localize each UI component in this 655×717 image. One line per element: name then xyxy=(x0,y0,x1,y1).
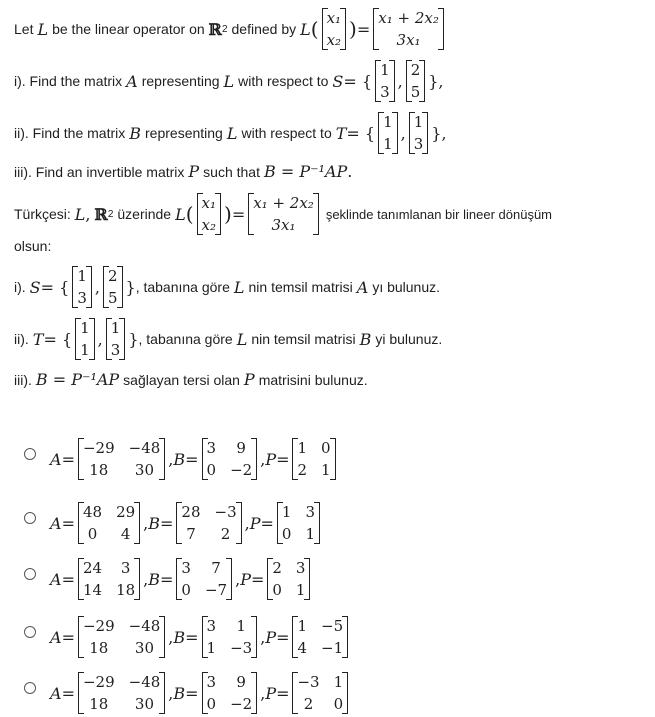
question-part2-en: ii). Find the matrix B representing L with respect to T = { 1 1 , 1 3 }, xyxy=(14,113,447,153)
option-radio-5[interactable] xyxy=(24,682,36,694)
basis-vector: 1 3 xyxy=(409,112,429,154)
option-1[interactable]: A = −29 −48 18 30 , B = 3 9 0 −2 , P = 1 0 2 1 xyxy=(50,438,339,480)
matrix-B xyxy=(202,438,258,480)
matrix-entry: −29 xyxy=(82,673,115,691)
matrix-P xyxy=(292,616,348,658)
matrix-entry: 7 xyxy=(186,525,196,543)
option-radio-2[interactable] xyxy=(24,512,36,524)
matrix-P xyxy=(292,672,348,714)
matrix-P xyxy=(267,558,310,600)
matrix-entry: 1 xyxy=(333,673,344,691)
matrix-A xyxy=(78,558,140,600)
matrix-entry: 3 xyxy=(181,559,191,577)
symbol-R: ℝ xyxy=(208,19,222,39)
question-intro-tr: Türkçesi: L , ℝ 2 üzerinde L ( x₁ x₂ ) = x₁ + 2x₂ 3x₁ şeklinde tanımlanan bir lineer dönüşüm xyxy=(14,194,552,234)
matrix-entry: −1 xyxy=(321,639,344,657)
basis-vector: 1 1 xyxy=(378,112,398,154)
matrix-entry: −3 xyxy=(230,639,253,657)
matrix-entry: 18 xyxy=(116,581,136,599)
matrix-entry: 2 xyxy=(303,695,314,713)
matrix-entry: 0 xyxy=(333,695,344,713)
matrix-entry: −48 xyxy=(128,673,161,691)
matrix-entry: 2 xyxy=(272,559,282,577)
matrix-entry: 18 xyxy=(89,695,109,713)
superscript-2: 2 xyxy=(221,23,228,35)
matrix-entry: 3 xyxy=(206,673,217,691)
basis-vector: 1 3 xyxy=(375,60,395,102)
matrix-entry: 9 xyxy=(236,439,246,457)
matrix-entry: 0 xyxy=(181,581,191,599)
matrix-entry: −29 xyxy=(82,439,115,457)
matrix-entry: 0 xyxy=(87,525,98,543)
basis-vector: 1 3 xyxy=(106,318,126,360)
matrix-entry: 1 xyxy=(236,617,246,635)
matrix-B xyxy=(176,502,241,544)
matrix-A xyxy=(78,438,165,480)
vector-image: x₁ + 2x₂ 3x₁ xyxy=(248,193,319,235)
option-4[interactable]: A = −29 −48 18 30 , B = 3 1 1 −3 , P = 1 −5 4 −1 xyxy=(50,616,351,658)
matrix-A xyxy=(78,672,165,714)
intro-text-2: be the linear operator on xyxy=(52,21,205,37)
matrix-entry: −48 xyxy=(128,617,161,635)
question-part1-en: i). Find the matrix A representing L with respect to S = { 1 3 , 2 5 }, xyxy=(14,61,444,101)
matrix-entry: −3 xyxy=(297,673,320,691)
matrix-P xyxy=(277,502,320,544)
matrix-A xyxy=(78,616,165,658)
question-part2-tr: ii). T = { 1 1 , 1 3 } , tabanına göre L nin temsil matrisi B yi bulunuz. xyxy=(14,319,443,359)
matrix-entry: 4 xyxy=(297,639,308,657)
basis-vector: 2 5 xyxy=(406,60,426,102)
matrix-entry: −2 xyxy=(230,695,253,713)
matrix-entry: 1 xyxy=(206,639,217,657)
matrix-entry: 1 xyxy=(321,461,331,479)
vector-x: x₁ x₂ xyxy=(322,8,346,50)
matrix-entry: 3 xyxy=(305,503,315,521)
matrix-B xyxy=(202,616,258,658)
question-part3-tr: iii). B = P⁻¹AP sağlayan tersi olan P matrisini bulunuz. xyxy=(14,370,368,389)
option-3[interactable]: A = 24 3 14 18 , B = 3 7 0 −7 , P = 2 3 0 1 xyxy=(50,558,313,600)
matrix-entry: 28 xyxy=(181,503,201,521)
matrix-entry: 48 xyxy=(82,503,103,521)
option-2[interactable]: A = 48 29 0 4 , B = 28 −3 7 2 , P = 1 3 0 1 xyxy=(50,502,323,544)
question-olsun: olsun: xyxy=(14,238,52,254)
matrix-P xyxy=(292,438,335,480)
matrix-entry: 3 xyxy=(206,439,217,457)
matrix-entry: 0 xyxy=(206,695,217,713)
matrix-entry: 30 xyxy=(134,639,154,657)
matrix-entry: 2 xyxy=(220,525,231,543)
matrix-entry: 7 xyxy=(211,559,221,577)
question-intro-en: Let L be the linear operator on ℝ 2 defined by L ( x₁ x₂ ) = x₁ + 2x₂ 3x₁ xyxy=(14,8,447,50)
matrix-entry: 1 xyxy=(297,617,308,635)
matrix-entry: 30 xyxy=(134,695,154,713)
matrix-entry: 4 xyxy=(120,525,131,543)
matrix-entry: −5 xyxy=(321,617,344,635)
intro-text: Let xyxy=(14,21,34,37)
matrix-entry: 18 xyxy=(89,461,109,479)
basis-vector: 2 5 xyxy=(103,266,123,308)
symbol-L: L xyxy=(300,19,311,39)
matrix-entry: 3 xyxy=(295,559,306,577)
matrix-entry: 1 xyxy=(295,581,306,599)
basis-vector: 1 1 xyxy=(75,318,95,360)
matrix-entry: 2 xyxy=(297,461,308,479)
matrix-entry: 3 xyxy=(206,617,217,635)
intro-text-3: defined by xyxy=(231,21,297,37)
question-part1-tr: i). S = { 1 3 , 2 5 } , tabanına göre L nin temsil matrisi A yı bulunuz. xyxy=(14,267,441,307)
matrix-entry: 1 xyxy=(305,525,315,543)
matrix-entry: −2 xyxy=(230,461,253,479)
matrix-entry: −29 xyxy=(82,617,115,635)
matrix-entry: 3 xyxy=(120,559,131,577)
matrix-entry: 1 xyxy=(297,439,308,457)
option-radio-3[interactable] xyxy=(24,568,36,580)
matrix-A xyxy=(78,502,140,544)
matrix-entry: −3 xyxy=(214,503,237,521)
matrix-entry: 0 xyxy=(206,461,217,479)
symbol-L: L xyxy=(37,19,49,39)
matrix-entry: 18 xyxy=(89,639,109,657)
option-radio-4[interactable] xyxy=(24,626,36,638)
matrix-entry: 0 xyxy=(272,581,282,599)
matrix-entry: 0 xyxy=(281,525,292,543)
option-radio-1[interactable] xyxy=(24,448,36,460)
option-5[interactable]: A = −29 −48 18 30 , B = 3 9 0 −2 , P = −3 1 2 0 xyxy=(50,672,351,714)
vector-image: x₁ + 2x₂ 3x₁ xyxy=(373,8,444,50)
matrix-entry: 1 xyxy=(281,503,292,521)
matrix-entry: 24 xyxy=(82,559,103,577)
question-part3-en: iii). Find an invertible matrix P such that B = P⁻¹AP . xyxy=(14,162,353,181)
matrix-B xyxy=(202,672,258,714)
matrix-entry: 14 xyxy=(82,581,103,599)
matrix-entry: 9 xyxy=(236,673,246,691)
matrix-entry: 0 xyxy=(321,439,331,457)
basis-vector: 1 3 xyxy=(72,266,92,308)
matrix-B xyxy=(176,558,232,600)
vector-x: x₁ x₂ xyxy=(197,193,221,235)
matrix-entry: 30 xyxy=(134,461,154,479)
matrix-entry: 29 xyxy=(116,503,136,521)
matrix-entry: −48 xyxy=(128,439,161,457)
matrix-entry: −7 xyxy=(204,581,228,599)
